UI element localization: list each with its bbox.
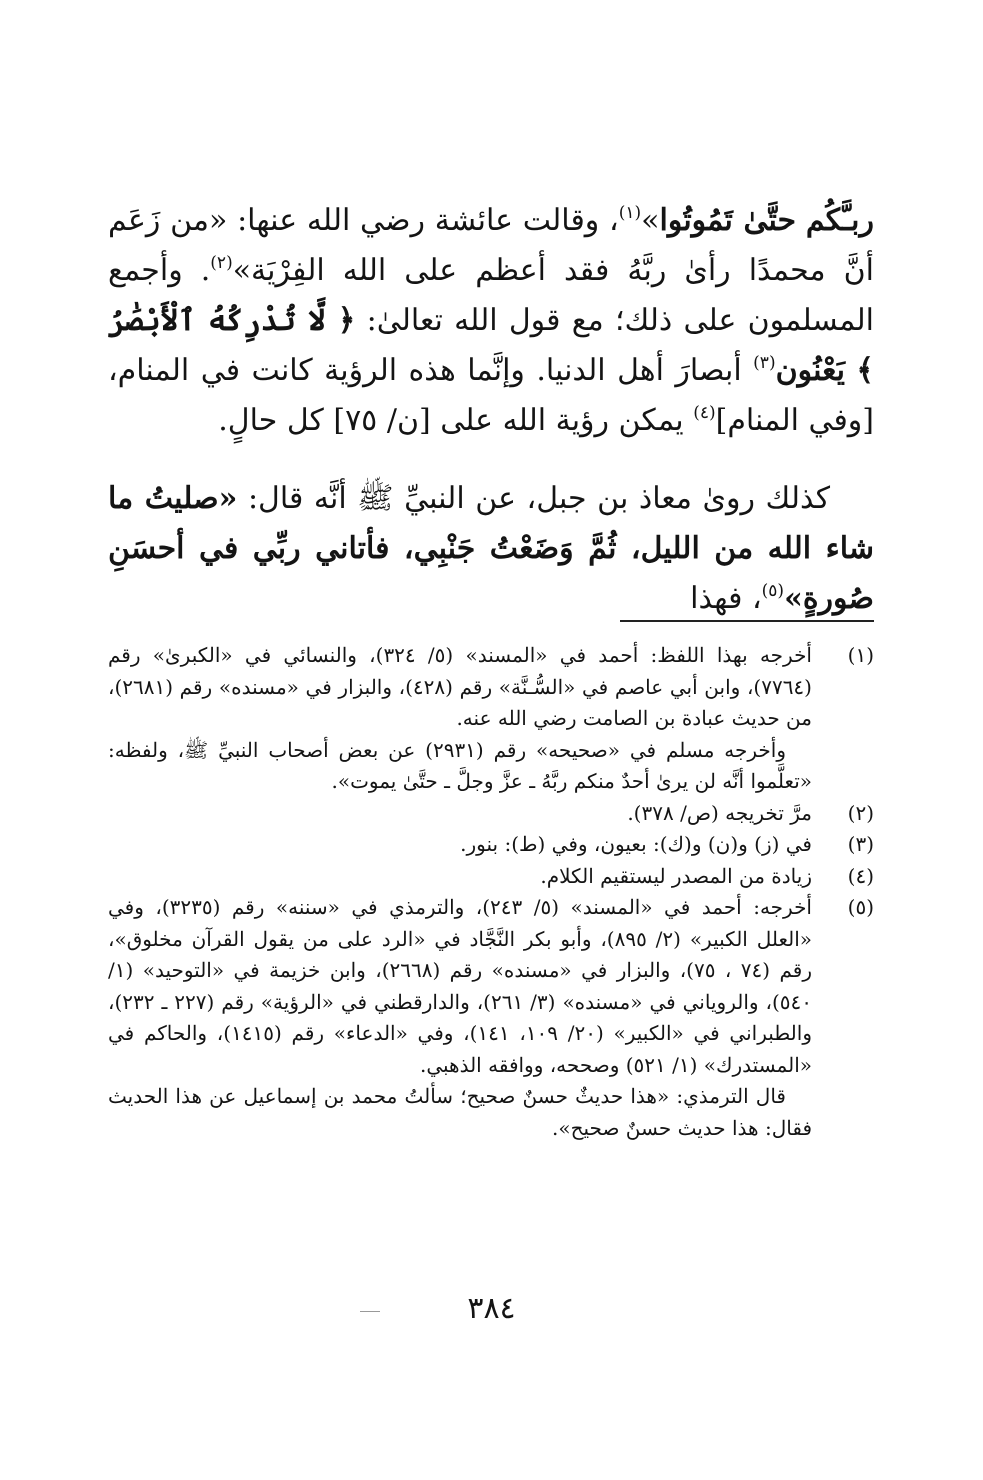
footnote-number: (٤) (847, 863, 874, 888)
footnote-text: أخرجه: أحمد في «المسند» (٥/ ٢٤٣)، والترمذي في «سننه» رقم (٣٢٣٥)، وفي «العلل الكبير» (٢/ ٨٩٥)، وأبو بكر النَّجَّاد في «الرد على من يقول القرآن مخلوق»، رقم (٧٤ ، ٧٥)، والبزار في «مسنده» رقم (٢٦٦٨)، وابن خزيمة في «التوحيد» (١/ ٥٤٠)، والروياني في «مسنده» (٣/ ٢٦١)، والدارقطني في «الرؤية» رقم (٢٢٧ ـ ٢٣٢)، والطبراني في «الكبير» (٢٠/ ١٠٩، ١٤١)، وفي «الدعاء» رقم (١٤١٥)، والحاكم في «المستدرك» (١/ ٥٢١) وصححه، ووافقه الذهبي. (108, 895, 812, 1077)
paragraph-1 (108, 196, 874, 446)
footnote-number: (٥) (847, 895, 874, 919)
text-run: ، فهذا (690, 581, 762, 616)
footnote-number: (٣) (847, 832, 874, 856)
hadith-text-bold: «صليتُ ما شاء الله من الليل، ثُمَّ وَضَعْتُ جَنْبِي، فأتاني ربِّي في أحسَنِ صُورةٍ» (108, 481, 874, 616)
footnote-text: أخرجه بهذا اللفظ: أحمد في «المسند» (٥/ ٣٢٤)، والنسائي في «الكبرىٰ» رقم (٧٧٦٤)، وابن أبي عاصم في «السُّـنَّة» رقم (٤٢٨)، والبزار في «مسنده» رقم (٢٦٨١)، من حديث عبادة بن الصامت رضي الله عنه. (108, 643, 812, 730)
footnote-ref-2[interactable]: (٢) (210, 253, 233, 273)
footnote-1 (108, 640, 874, 798)
footnote-number: (٢) (847, 800, 874, 825)
page-number: ٣٨٤ (467, 1291, 516, 1326)
footnote-number: (١) (847, 643, 874, 667)
quran-verse: ﴿ لَّا تُدْرِكُهُ ٱلْأَبْصَٰرُ ﴾ (108, 303, 874, 388)
footnote-ref-4[interactable]: (٤) (693, 403, 716, 423)
text-run: كذلك روىٰ معاذ بن جبل، عن النبيِّ ﷺ أنَّه قال: (247, 481, 830, 516)
text-run-bold: يَعْنُون (775, 353, 845, 388)
main-text (108, 196, 874, 624)
hadith-text-bold: ربـَّكُم (805, 203, 875, 238)
text-run: أبصارَ أهل الدنيا. وإنَّما هذه الرؤية كانت في المنام، [وفي المنام] (108, 353, 874, 438)
footnote-subtext: قال الترمذي: «هذا حديثٌ حسنٌ صحيح؛ سألتُ محمد بن إسماعيل عن هذا الحديث فقال: هذا حديث حسنٌ صحيح». (108, 1084, 812, 1140)
footnote-text: زيادة من المصدر ليستقيم الكلام. (540, 863, 812, 888)
closing-quote: » (641, 203, 660, 238)
footnote-3 (108, 829, 874, 861)
footnote-subtext: وأخرجه مسلم في «صحيحه» رقم (٢٩٣١) عن بعض أصحاب النبيِّ ﷺ، ولفظه: «تعلَّموا أنَّه لن يرىٰ أحدٌ منكم ربَّهُ ـ عزَّ وجلَّ ـ حتَّىٰ يموت». (108, 737, 812, 793)
footnote-ref-5[interactable]: (٥) (761, 581, 785, 601)
text-run: . وأجمع المسلمون على ذلك؛ مع قول الله تعالىٰ: (108, 253, 874, 338)
footnote-text: مرَّ تخريجه (ص/ ٣٧٨). (627, 800, 812, 825)
footnotes (108, 640, 874, 1144)
paragraph-2 (108, 474, 874, 624)
text-run: ، وقالت عائشة رضي الله عنها: «من زَعَم أنَّ محمدًا رأىٰ ربَّهُ فقد أعظم على الله الفِرْيَة» (108, 203, 875, 288)
footnote-ref-1[interactable]: (١) (618, 203, 642, 223)
hadith-text-bold: حتَّىٰ تَمُوتُوا (659, 203, 797, 238)
footnote-text: في (ز) و(ن) و(ك): بعيون، وفي (ط): بنور. (460, 832, 812, 856)
footnote-ref-3[interactable]: (٣) (753, 353, 776, 373)
footnote-2 (108, 798, 874, 830)
footnote-5 (108, 892, 874, 1144)
text-run: يمكن رؤية الله على [ن/ ٧٥] كل حالٍ. (218, 403, 684, 438)
footnote-4 (108, 861, 874, 893)
footnote-separator (620, 620, 874, 622)
